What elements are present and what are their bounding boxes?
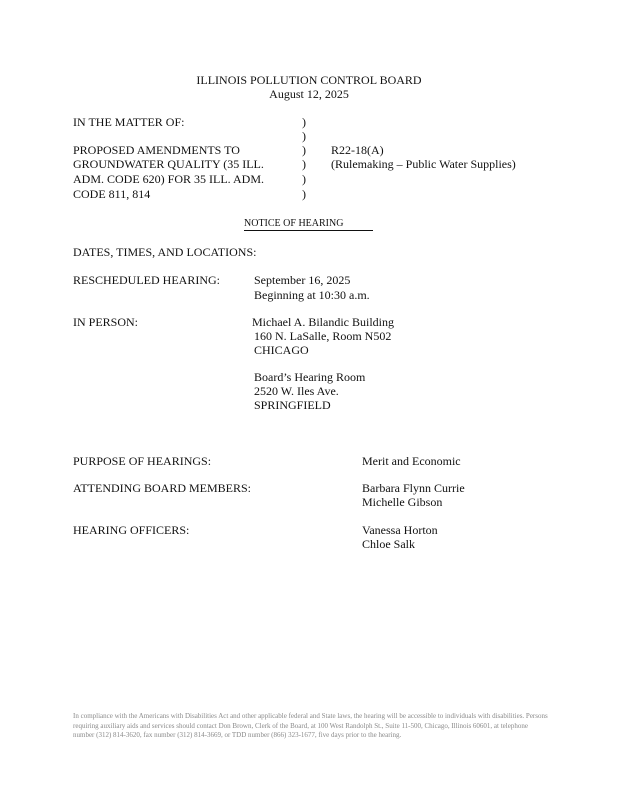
document-date: August 12, 2025 — [269, 87, 349, 101]
board-member-name: Michelle Gibson — [362, 495, 443, 509]
in-person-label: IN PERSON: — [73, 315, 139, 329]
caption-paren: ) — [302, 187, 306, 201]
docket-number: R22-18(A) — [331, 143, 384, 157]
rescheduled-date: September 16, 2025 — [254, 273, 351, 287]
location2-line1: Board’s Hearing Room — [254, 370, 366, 384]
caption-paren: ) — [302, 157, 306, 171]
caption-paren: ) — [302, 115, 306, 129]
hearing-officer-name: Chloe Salk — [362, 537, 415, 551]
caption-paren: ) — [302, 172, 306, 186]
dates-heading: DATES, TIMES, AND LOCATIONS: — [73, 245, 257, 259]
location1-line1: Michael A. Bilandic Building — [252, 315, 394, 329]
purpose-value: Merit and Economic — [362, 454, 461, 468]
matter-title-line-1: PROPOSED AMENDMENTS TO — [73, 143, 240, 157]
location1-city: CHICAGO — [254, 343, 309, 357]
location2-city: SPRINGFIELD — [254, 398, 331, 412]
matter-title-line-2: GROUNDWATER QUALITY (35 ILL. — [73, 157, 264, 171]
caption-paren: ) — [302, 129, 306, 143]
notice-title: NOTICE OF HEARING — [244, 218, 373, 231]
hearing-officer-name: Vanessa Horton — [362, 523, 438, 537]
matter-title-line-4: CODE 811, 814 — [73, 187, 151, 201]
hearing-officers-label: HEARING OFFICERS: — [73, 523, 190, 537]
rescheduled-label: RESCHEDULED HEARING: — [73, 273, 220, 287]
rescheduled-time: Beginning at 10:30 a.m. — [254, 288, 370, 302]
board-member-name: Barbara Flynn Currie — [362, 481, 465, 495]
accessibility-footer: In compliance with the Americans with Disabilities Act and other applicable federal and State laws, the hearing will be accessible to individuals with disabilities. Persons requiring auxiliary aids and services should contact Don Brown, Clerk of the Board, at 100 West Randolph St., Suite 11-500, Chicago, Illinois 60601, at telephone number (312) 814-3620, fax number (312) 814-3669, or TDD number (866) 323-1677, five days prior to the hearing. — [73, 712, 548, 739]
location2-line2: 2520 W. Iles Ave. — [254, 384, 339, 398]
docket-type: (Rulemaking – Public Water Supplies) — [331, 157, 516, 171]
board-members-label: ATTENDING BOARD MEMBERS: — [73, 481, 252, 495]
matter-title-line-3: ADM. CODE 620) FOR 35 ILL. ADM. — [73, 172, 265, 186]
purpose-label: PURPOSE OF HEARINGS: — [73, 454, 212, 468]
board-name: ILLINOIS POLLUTION CONTROL BOARD — [196, 73, 422, 87]
location1-line2: 160 N. LaSalle, Room N502 — [254, 329, 392, 343]
matter-label: IN THE MATTER OF: — [73, 115, 185, 129]
caption-paren: ) — [302, 143, 306, 157]
